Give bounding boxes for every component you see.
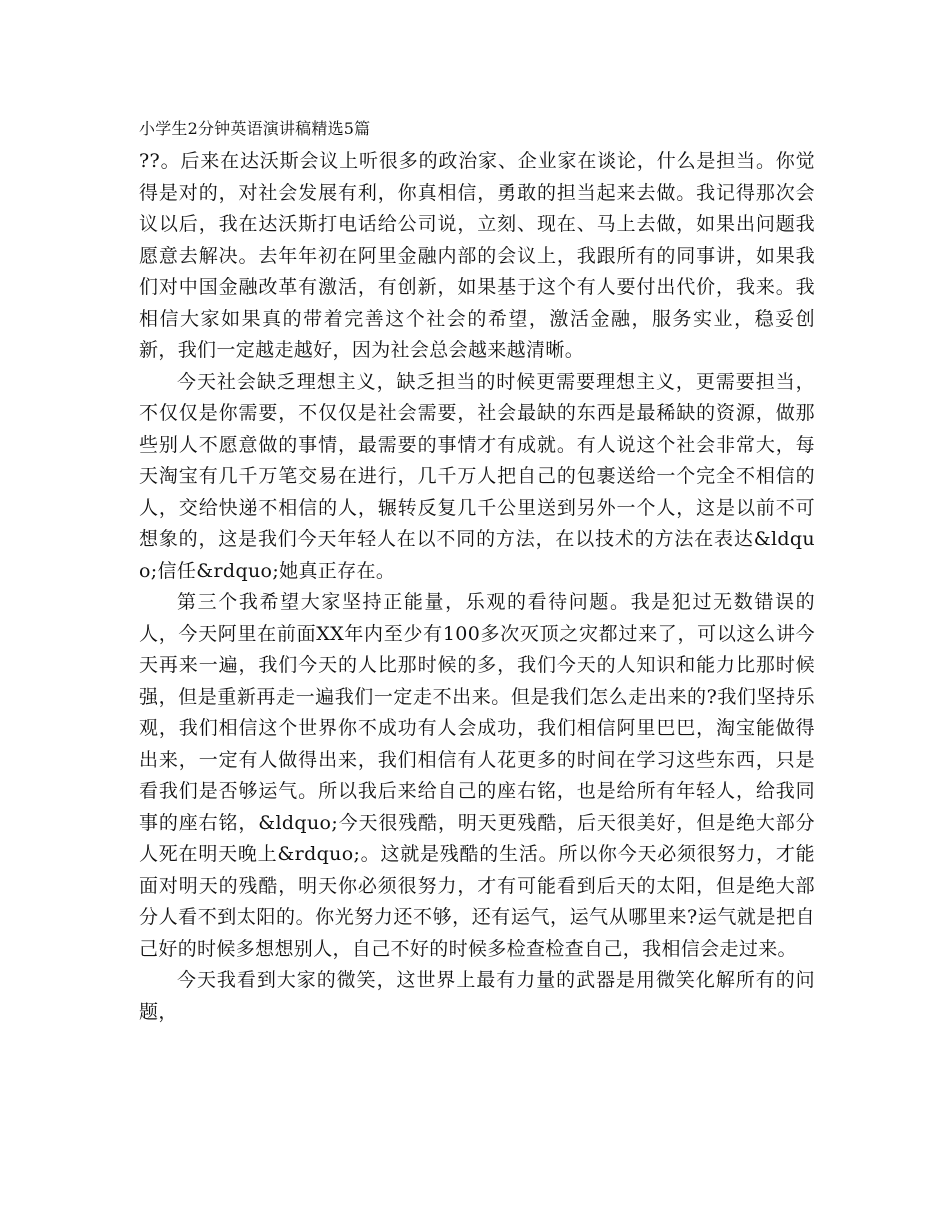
paragraph-4: 今天我看到大家的微笑，这世界上最有力量的武器是用微笑化解所有的问题， <box>139 969 815 1023</box>
paragraph-1: ??。后来在达沃斯会议上听很多的政治家、企业家在谈论，什么是担当。你觉得是对的，对社会发展有利，你真相信，勇敢的担当起来去做。我记得那次会议以后，我在达沃斯打电话给公司说，立刻、现在、马上去做，如果出问题我愿意去解决。去年年初在阿里金融内部的会议上，我跟所有的同事讲，如果我们对中国金融改革有激活，有创新，如果基于这个有人要付出代价，我来。我相信大家如果真的带着完善这个社会的希望，激活金融，服务实业，稳妥创新，我们一定越走越好，因为社会总会越来越清晰。 <box>139 150 815 361</box>
document-title: 小学生2分钟英语演讲稿精选5篇 <box>139 119 371 138</box>
paragraph-3: 第三个我希望大家坚持正能量，乐观的看待问题。我是犯过无数错误的人，今天阿里在前面XX年内至少有100多次灭顶之灾都过来了，可以这么讲今天再来一遍，我们今天的人比那时候的多，我们今天的人知识和能力比那时候强，但是重新再走一遍我们一定走不出来。但是我们怎么走出来的?我们坚持乐观，我们相信这个世界你不成功有人会成功，我们相信阿里巴巴，淘宝能做得出来，一定有人做得出来，我们相信有人花更多的时间在学习这些东西，只是看我们是否够运气。所以我后来给自己的座右铭，也是给所有年轻人，给我同事的座右铭，&ldquo;今天很残酷，明天更残酷，后天很美好，但是绝大部分人死在明天晚上&rdquo;。这就是残酷的生活。所以你今天必须很努力，才能面对明天的残酷，明天你必须很努力，才有可能看到后天的太阳，但是绝大部分人看不到太阳的。你光努力还不够，还有运气，运气从哪里来?运气就是把自己好的时候多想想别人，自己不好的时候多检查检查自己，我相信会走过来。 <box>139 591 815 960</box>
document-body <box>139 146 815 1028</box>
paragraph-2: 今天社会缺乏理想主义，缺乏担当的时候更需要理想主义，更需要担当，不仅仅是你需要，不仅仅是社会需要，社会最缺的东西是最稀缺的资源，做那些别人不愿意做的事情，最需要的事情才有成就。有人说这个社会非常大，每天淘宝有几千万笔交易在进行，几千万人把自己的包裹送给一个完全不相信的人，交给快递不相信的人，辗转反复几千公里送到另外一个人，这是以前不可想象的，这是我们今天年轻人在以不同的方法，在以技术的方法在表达&ldquo;信任&rdquo;她真正存在。 <box>139 370 815 582</box>
